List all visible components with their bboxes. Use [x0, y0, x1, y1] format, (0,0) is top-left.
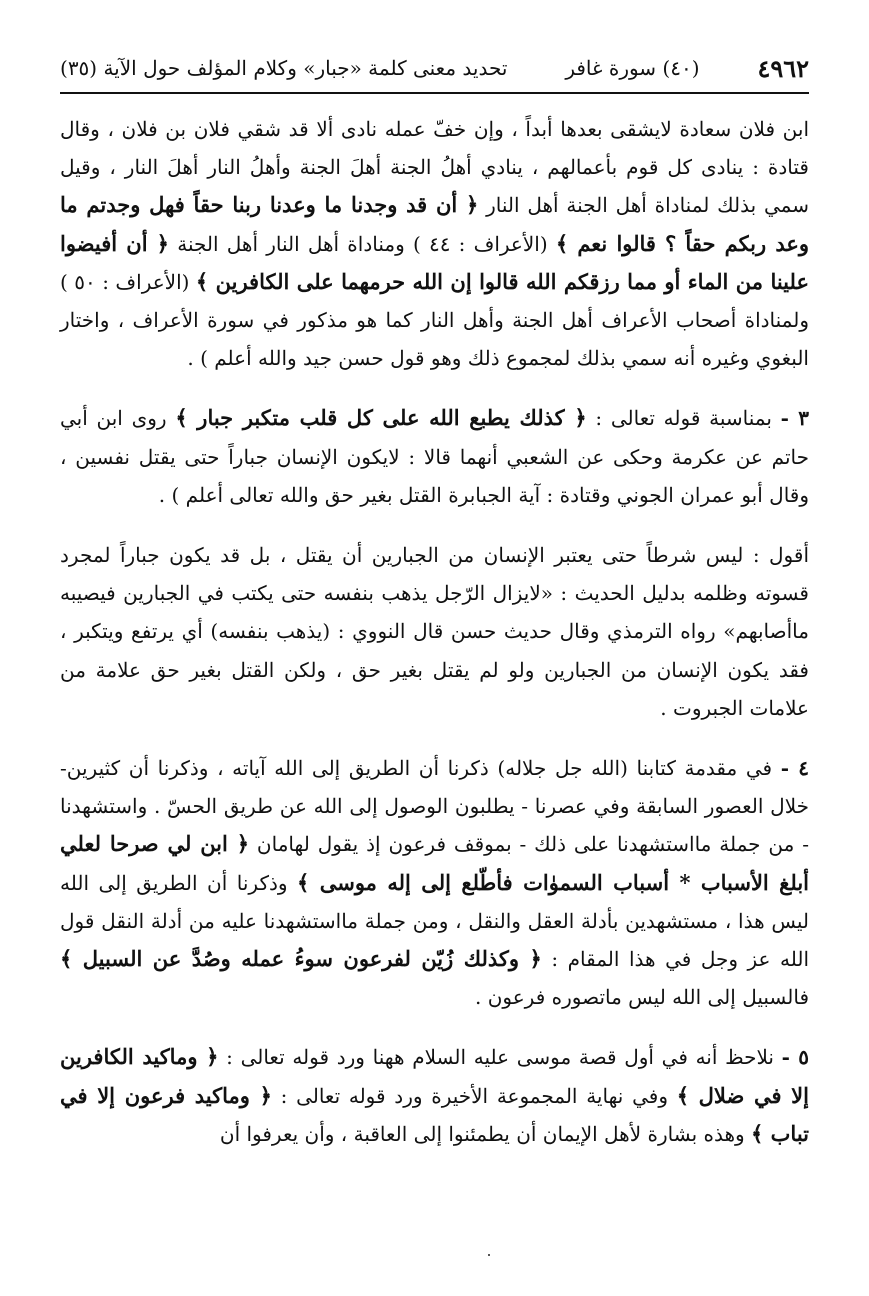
paragraph-text: روى ابن أبي حاتم عن عكرمة وحكى عن الشعبي أنهما قالا : لايكون الإنسان جباراً حتى يقتل نفسين ، وقال أبو عمران الجوني وقتادة : آية الجبابرة القتل بغير حق والله تعالى أعلم ) .	[60, 406, 809, 507]
paragraph-text: (الأعراف : ٥٠ ) ولمناداة أصحاب الأعراف أهل الجنة وأهل النار كما هو مذكور في سورة الأعراف ، واختار البغوي وغيره أنه سمي بذلك لمجموع ذلك وهو قول حسن جيد والله أعلم ) .	[60, 269, 810, 371]
quran-quote: ﴿ وماكيد الكافرين إلا في ضلال ﴾	[60, 1044, 809, 1108]
page-number: ٤٩٦٢	[757, 53, 809, 83]
paragraph-text: أقول : ليس شرطاً حتى يعتبر الإنسان من الجبارين أن يقتل ، بل قد يكون جباراً لمجرد قسوته وظلمه بدليل الحديث : «لايزال الرّجل يذهب بنفسه حتى يكتب في الجبارين فيصيبه ماأصابهم» رواه الترمذي وقال حديث حسن قال النووي : (يذهب بنفسه) أي يرتفع ويتكبر ، فقد يكون الإنسان من الجبارين ولو لم يقتل بغير حق ، ولكن القتل بغير حق علامة من علامات الجبروت .	[60, 543, 809, 720]
quran-quote: ﴿ أن قد وجدنا ما وعدنا ربنا حقاً فهل وجدتم ما وعد ربكم حقاً ؟ قالوا نعم ﴾	[60, 192, 810, 256]
point-number: ٥ -	[781, 1045, 810, 1070]
surah-label: (٤٠) سورة غافر	[565, 56, 700, 80]
header-rule	[60, 92, 809, 94]
running-header	[60, 48, 809, 88]
paragraph-text: ابن فلان سعادة لايشقى بعدها أبداً ، وإن خفّ عمله نادى ألا قد شقي فلان بن فلان ، وقال قتادة : ينادى كل قوم بأعمالهم ، ينادي أهلُ الجنة أهلَ الجنة وأهلُ النار أهلَ النار ، وقيل سمي بذلك لمناداة أهل الجنة أهل النار	[60, 117, 810, 218]
paragraph-3	[60, 536, 809, 727]
page-speck	[488, 1254, 490, 1256]
paragraph-text: وهذه بشارة لأهل الإيمان أن يطمئنوا إلى العاقبة ، وأن يعرفوا أن	[219, 1121, 745, 1146]
paragraph-text: نلاحظ أنه في أول قصة موسى عليه السلام ههنا ورد قوله تعالى :	[226, 1045, 774, 1070]
paragraph-4	[60, 749, 809, 1016]
paragraph-text: وفي نهاية المجموعة الأخيرة ورد قوله تعالى :	[280, 1083, 668, 1108]
quran-quote: ﴿ ابن لي صرحا لعلي أبلغ الأسباب * أسباب السموٰات فأطّلع إلى إله موسى ﴾	[60, 831, 809, 895]
quran-quote: ﴿ وماكيد فرعون إلا في تباب ﴾	[60, 1082, 809, 1146]
quran-quote: ﴿ وكذلك زُيّن لفرعون سوءُ عمله وصُدَّ عن السبيل ﴾	[60, 946, 542, 972]
section-title: تحديد معنى كلمة «جبار» وكلام المؤلف حول الآية (٣٥)	[60, 56, 508, 80]
point-number: ٣ -	[780, 406, 810, 431]
paragraph-text: فالسبيل إلى الله ليس ماتصوره فرعون .	[475, 985, 809, 1010]
page-body	[60, 110, 809, 1175]
quran-quote: ﴿ أن أفيضوا علينا من الماء أو مما رزقكم الله قالوا إن الله حرمهما على الكافرين ﴾	[60, 230, 810, 294]
quran-quote: ﴿ كذلك يطبع الله على كل قلب متكبر جبار ﴾	[175, 405, 587, 431]
paragraph-5	[60, 1038, 809, 1153]
paragraph-text: وذكرنا أن الطريق إلى الله ليس هذا ، مستشهدين بأدلة العقل والنقل ، ومن جملة مااستشهدنا عليه من أدلة النقل قول الله عز وجل في هذا المقام :	[60, 870, 809, 972]
paragraph-2	[60, 399, 809, 514]
paragraph-text: (الأعراف : ٤٤ ) ومناداة أهل النار أهل الجنة	[177, 231, 548, 256]
paragraph-text: بمناسبة قوله تعالى :	[595, 406, 772, 431]
paragraph-text: في مقدمة كتابنا (الله جل جلاله) ذكرنا أن الطريق إلى الله آياته ، وذكرنا أن كثيرين- خلال العصور السابقة وفي عصرنا - يطلبون الوصول إلى الله عن طريق الحسّ . واستشهدنا - من جملة مااستشهدنا على ذلك - بموقف فرعون إذ يقول لهامان	[60, 756, 809, 857]
paragraph-1	[60, 110, 809, 377]
point-number: ٤ -	[780, 756, 809, 781]
